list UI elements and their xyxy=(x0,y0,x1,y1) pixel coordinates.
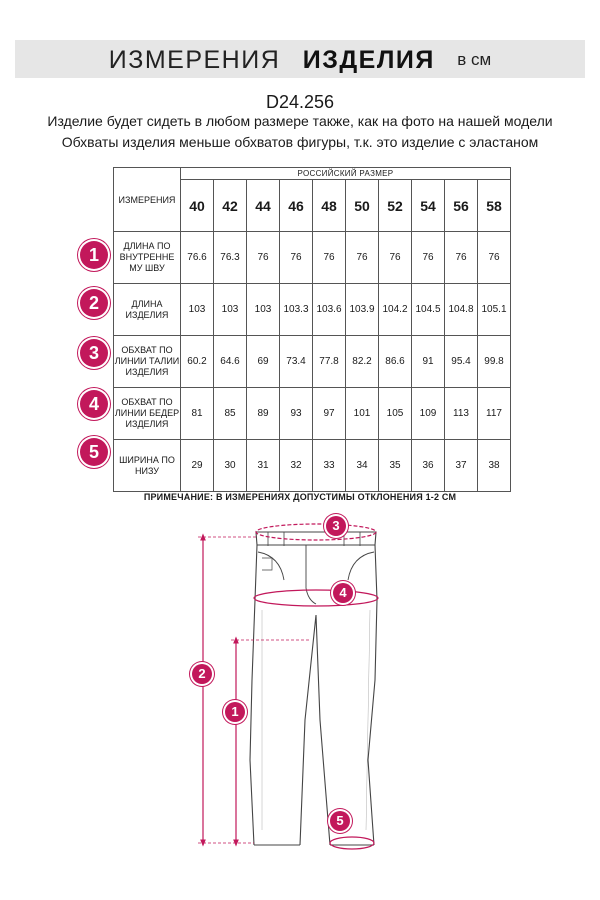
row-label: ШИРИНА ПО НИЗУ xyxy=(114,440,181,492)
row-label: ОБХВАТ ПО ЛИНИИ ТАЛИИ ИЗДЕЛИЯ xyxy=(114,336,181,388)
table-cell: 89 xyxy=(247,388,280,440)
table-cell: 85 xyxy=(214,388,247,440)
measure-lines xyxy=(198,524,378,849)
inseam-badge: 1 xyxy=(225,702,245,722)
article-code: D24.256 xyxy=(265,92,335,112)
table-cell: 76 xyxy=(247,232,280,284)
tolerance-remark: ПРИМЕЧАНИЕ: В ИЗМЕРЕНИЯХ ДОПУСТИМЫ ОТКЛОНЕНИЯ 1-2 СМ xyxy=(143,492,457,502)
row-number-badge: 4 xyxy=(80,390,108,418)
size-header: 52 xyxy=(379,180,412,232)
hem-ellipse xyxy=(330,837,374,849)
table-cell: 36 xyxy=(412,440,445,492)
table-cell: 104.2 xyxy=(379,284,412,336)
size-header: 56 xyxy=(445,180,478,232)
table-cell: 76.6 xyxy=(181,232,214,284)
table-row xyxy=(114,232,511,284)
hem-badge: 5 xyxy=(330,811,350,831)
table-cell: 64.6 xyxy=(214,336,247,388)
fit-note: Изделие будет сидеть в любом размере также, как на фото на нашей модели xyxy=(47,113,553,129)
row-number-badge: 5 xyxy=(80,438,108,466)
pants-diagram xyxy=(0,505,600,900)
size-header: 40 xyxy=(181,180,214,232)
size-header: 54 xyxy=(412,180,445,232)
size-header: 46 xyxy=(280,180,313,232)
title-part-units: в см xyxy=(457,50,492,69)
table-cell: 86.6 xyxy=(379,336,412,388)
table-cell: 91 xyxy=(412,336,445,388)
table-cell: 97 xyxy=(313,388,346,440)
pants-outline xyxy=(250,532,377,845)
table-cell: 95.4 xyxy=(445,336,478,388)
table-cell: 105 xyxy=(379,388,412,440)
table-cell: 34 xyxy=(346,440,379,492)
row-number-badge: 2 xyxy=(80,289,108,317)
title-bar xyxy=(15,40,585,78)
title-part-product: ИЗДЕЛИЯ xyxy=(302,46,435,74)
size-header: 50 xyxy=(346,180,379,232)
table-cell: 76 xyxy=(346,232,379,284)
table-row xyxy=(114,440,511,492)
table-cell: 33 xyxy=(313,440,346,492)
table-cell: 105.1 xyxy=(478,284,511,336)
table-cell: 104.8 xyxy=(445,284,478,336)
table-cell: 76 xyxy=(313,232,346,284)
table-cell: 109 xyxy=(412,388,445,440)
table-cell: 103 xyxy=(214,284,247,336)
hip-badge: 4 xyxy=(333,583,353,603)
table-cell: 35 xyxy=(379,440,412,492)
table-cell: 76 xyxy=(445,232,478,284)
title-part-measurements: ИЗМЕРЕНИЯ xyxy=(108,46,281,74)
table-cell: 77.8 xyxy=(313,336,346,388)
size-table xyxy=(113,167,511,492)
table-cell: 73.4 xyxy=(280,336,313,388)
table-cell: 60.2 xyxy=(181,336,214,388)
table-group-header-row xyxy=(114,168,511,180)
row-label: ОБХВАТ ПО ЛИНИИ БЕДЕР ИЗДЕЛИЯ xyxy=(114,388,181,440)
table-cell: 69 xyxy=(247,336,280,388)
table-cell: 31 xyxy=(247,440,280,492)
table-row xyxy=(114,336,511,388)
row-label: ДЛИНА ИЗДЕЛИЯ xyxy=(114,284,181,336)
table-row xyxy=(114,284,511,336)
waist-badge: 3 xyxy=(326,516,346,536)
table-cell: 103 xyxy=(247,284,280,336)
size-header: 48 xyxy=(313,180,346,232)
table-cell: 93 xyxy=(280,388,313,440)
russian-size-header: РОССИЙСКИЙ РАЗМЕР xyxy=(181,168,511,180)
table-cell: 104.5 xyxy=(412,284,445,336)
table-cell: 103 xyxy=(181,284,214,336)
table-cell: 29 xyxy=(181,440,214,492)
row-label: ДЛИНА ПО ВНУТРЕННЕ МУ ШВУ xyxy=(114,232,181,284)
table-cell: 76 xyxy=(478,232,511,284)
table-cell: 30 xyxy=(214,440,247,492)
row-number-badge: 1 xyxy=(80,241,108,269)
table-cell: 37 xyxy=(445,440,478,492)
table-cell: 76.3 xyxy=(214,232,247,284)
row-number-badge: 3 xyxy=(80,339,108,367)
length-badge: 2 xyxy=(192,664,212,684)
size-header: 42 xyxy=(214,180,247,232)
table-cell: 103.6 xyxy=(313,284,346,336)
elastane-note: Обхваты изделия меньше обхватов фигуры, т.к. это изделие с эластаном xyxy=(61,134,539,150)
table-cell: 76 xyxy=(412,232,445,284)
table-cell: 101 xyxy=(346,388,379,440)
table-row xyxy=(114,388,511,440)
size-header: 58 xyxy=(478,180,511,232)
table-cell: 113 xyxy=(445,388,478,440)
table-cell: 32 xyxy=(280,440,313,492)
table-cell: 117 xyxy=(478,388,511,440)
table-cell: 103.3 xyxy=(280,284,313,336)
size-header: 44 xyxy=(247,180,280,232)
table-cell: 81 xyxy=(181,388,214,440)
table-cell: 103.9 xyxy=(346,284,379,336)
table-cell: 82.2 xyxy=(346,336,379,388)
table-cell: 76 xyxy=(280,232,313,284)
table-cell: 76 xyxy=(379,232,412,284)
table-cell: 38 xyxy=(478,440,511,492)
measure-header: ИЗМЕРЕНИЯ xyxy=(114,168,181,232)
table-cell: 99.8 xyxy=(478,336,511,388)
